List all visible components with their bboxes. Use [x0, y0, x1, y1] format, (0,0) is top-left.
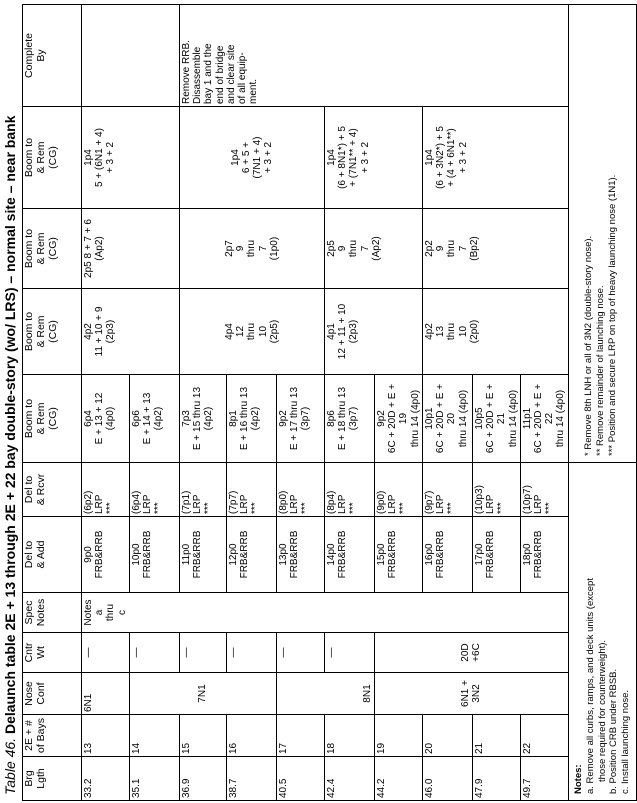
- column-header-3: Cntr Wt: [23, 633, 82, 673]
- notes-heading: Notes:: [572, 764, 584, 794]
- cell-cntr-wt: —: [130, 633, 180, 673]
- column-header-9: Boom to & Rem (CG): [23, 209, 82, 289]
- cell-boom-2: 4p2 13 thru 10 (2p0): [423, 289, 569, 375]
- cell-del-add: 9p0 FRB&RRB: [82, 517, 130, 593]
- cell-cntr-wt: —: [325, 633, 375, 673]
- cell-nose-conf: 6N1 + 3N2: [375, 673, 569, 715]
- footnote-2: ** Remove remainder of launching nose.: [594, 285, 606, 456]
- cell-cntr-wt: —: [227, 633, 277, 673]
- cell-complete-by: [82, 5, 180, 107]
- cell-bays: 21: [473, 715, 521, 757]
- cell-bays: 22: [520, 715, 568, 757]
- notes-row: [568, 5, 636, 801]
- note-b: b. Position CRB under RBSB.: [608, 668, 620, 794]
- cell-bays: 14: [130, 715, 180, 757]
- cell-bays: 15: [180, 715, 227, 757]
- cell-del-add: 17p0 FRB&RRB: [473, 517, 521, 593]
- column-header-0: Brg Lgth: [23, 757, 82, 801]
- footnote-1: * Remove 8th LNH or all of 3N2 (double-story nose).: [582, 235, 594, 456]
- cell-del-rcvr: (8p0) LRP ***: [277, 463, 325, 517]
- cell-brg-lgth: 49.7: [520, 757, 568, 801]
- cell-del-add: 18p0 FRB&RRB: [520, 517, 568, 593]
- cell-cntr-wt: —: [82, 633, 130, 673]
- cell-bays: 17: [277, 715, 325, 757]
- cell-boom-3: 2p7 9 thru 7 (1p0): [180, 209, 325, 289]
- cell-del-rcvr: (10p7) LRP ***: [520, 463, 568, 517]
- cell-cntr-wt: —: [180, 633, 227, 673]
- cell-del-rcvr: (10p3) LRP ***: [473, 463, 521, 517]
- cell-boom-2: 4p1 12 + 11 + 10 (2p3): [325, 289, 423, 375]
- cell-boom-4: 1p4 5 + (6N1 + 4) + 3 + 2: [82, 107, 180, 209]
- cell-del-add: 16p0 FRB&RRB: [423, 517, 473, 593]
- cell-boom-1: 6p6 E + 14 + 13 (4p2): [130, 375, 180, 463]
- cell-bays: 18: [325, 715, 375, 757]
- cell-brg-lgth: 46.0: [423, 757, 473, 801]
- cell-boom-3: 2p5 8 + 7 + 6 (Ap2): [82, 209, 180, 289]
- column-header-5: Del to & Add: [23, 517, 82, 593]
- cell-del-add: 12p0 FRB&RRB: [227, 517, 277, 593]
- cell-boom-2: 4p4 12 thru 10 (2p5): [180, 289, 325, 375]
- cell-nose-conf: 7N1: [130, 673, 277, 715]
- cell-del-add: 11p0 FRB&RRB: [180, 517, 227, 593]
- cell-brg-lgth: 44.2: [375, 757, 423, 801]
- cell-bays: 16: [227, 715, 277, 757]
- footnote-3: *** Position and secure LRP on top of heavy launching nose (1N1).: [606, 174, 618, 456]
- column-header-4: Spec Notes: [23, 593, 82, 633]
- cell-brg-lgth: 36.9: [180, 757, 227, 801]
- note-a: a. Remove all curbs, ramps, and deck units (except: [584, 578, 596, 794]
- cell-brg-lgth: 40.5: [277, 757, 325, 801]
- table-title: [2, 5, 18, 795]
- cell-boom-1: 11p1 6C + 20D + E + 22 thru 14 (4p0): [520, 375, 568, 463]
- cell-brg-lgth: 35.1: [130, 757, 180, 801]
- cell-brg-lgth: 38.7: [227, 757, 277, 801]
- table-body: [82, 5, 637, 801]
- table-row: [82, 5, 130, 801]
- cell-boom-3: 2p2 9 thru 7 (Bp2): [423, 209, 569, 289]
- notes-left: [568, 463, 636, 801]
- column-header-11: Complete By: [23, 5, 82, 107]
- cell-boom-1: 7p3 E + 15 thru 13 (4p2): [180, 375, 227, 463]
- cell-boom-4: 1p4 6 + 5 + (7N1 + 4) + 3 + 2: [180, 107, 325, 209]
- column-header-8: Boom to & Rem (CG): [23, 289, 82, 375]
- header-row: [23, 5, 82, 801]
- cell-bays: 19: [375, 715, 423, 757]
- cell-boom-3: 2p5 9 thru 7 (Ap2): [325, 209, 423, 289]
- cell-bays: 20: [423, 715, 473, 757]
- column-header-2: Nose Conf: [23, 673, 82, 715]
- cell-del-rcvr: (8p4) LRP ***: [325, 463, 375, 517]
- cell-boom-4: 1p4 (6 + 8N1*) + 5 + (7N1** + 4) + 3 + 2: [325, 107, 423, 209]
- cell-del-rcvr: (9p7) LRP ***: [423, 463, 473, 517]
- column-header-6: Del to & Rcvr: [23, 463, 82, 517]
- cell-del-rcvr: (6p4) LRP ***: [130, 463, 180, 517]
- cell-del-rcvr: (6p2) LRP ***: [82, 463, 130, 517]
- table-title-text: Delaunch table 2E + 13 through 2E + 22 bay double-story (wo/ LRS) – normal site – near bank: [2, 115, 18, 735]
- cell-del-rcvr: (7p7) LRP ***: [227, 463, 277, 517]
- cell-spec-notes: Notes a thru c: [82, 593, 569, 633]
- notes-right: [568, 5, 636, 463]
- delaunch-table: [22, 4, 637, 801]
- cell-cntr-wt: —: [277, 633, 325, 673]
- cell-boom-2: 4p2 11 + 10 + 9 (2p3): [82, 289, 180, 375]
- cell-del-add: 14p0 FRB&RRB: [325, 517, 375, 593]
- cell-nose-conf: 8N1: [277, 673, 375, 715]
- cell-del-add: 10p0 FRB&RRB: [130, 517, 180, 593]
- cell-nose-conf: 6N1: [82, 673, 130, 715]
- note-a-cont: those required for counterweight).: [596, 639, 608, 782]
- cell-boom-1: 9p2 6C + 20D + E + 19 thru 14 (4p0): [375, 375, 423, 463]
- cell-boom-1: 10p1 6C + 20D + E + 20 thru 14 (4p0): [423, 375, 473, 463]
- column-header-7: Boom to & Rem (CG): [23, 375, 82, 463]
- cell-brg-lgth: 42.4: [325, 757, 375, 801]
- table-number: Table 46.: [2, 737, 18, 795]
- cell-brg-lgth: 47.9: [473, 757, 521, 801]
- cell-complete-by: Remove RRB. Disassemble bay 1 and the end of bridge and clear site of all equip- ment.: [180, 5, 569, 107]
- cell-del-rcvr: (7p1) LRP ***: [180, 463, 227, 517]
- cell-del-rcvr: (9p0) LRP ***: [375, 463, 423, 517]
- cell-bays: 13: [82, 715, 130, 757]
- cell-boom-1: 9p2 E + 17 thru 13 (3p7): [277, 375, 325, 463]
- cell-boom-1: 8p6 E + 18 thru 13 (3p7): [325, 375, 375, 463]
- column-header-10: Boom to & Rem (CG): [23, 107, 82, 209]
- cell-del-add: 15p0 FRB&RRB: [375, 517, 423, 593]
- cell-boom-1: 8p1 E + 16 thru 13 (4p2): [227, 375, 277, 463]
- cell-cntr-wt: 20D +6C: [375, 633, 569, 673]
- cell-boom-4: 1p4 (6 + 3N2*) + 5 + (4 + 6N1**) + 3 + 2: [423, 107, 569, 209]
- cell-brg-lgth: 33.2: [82, 757, 130, 801]
- cell-boom-1: 6p4 E + 13 + 12 (4p0): [82, 375, 130, 463]
- column-header-1: 2E + # of Bays: [23, 715, 82, 757]
- cell-del-add: 13p0 FRB&RRB: [277, 517, 325, 593]
- cell-boom-1: 10p5 6C + 20D + E + 21 thru 14 (4p0): [473, 375, 521, 463]
- note-c: c. Install launching nose.: [620, 689, 632, 794]
